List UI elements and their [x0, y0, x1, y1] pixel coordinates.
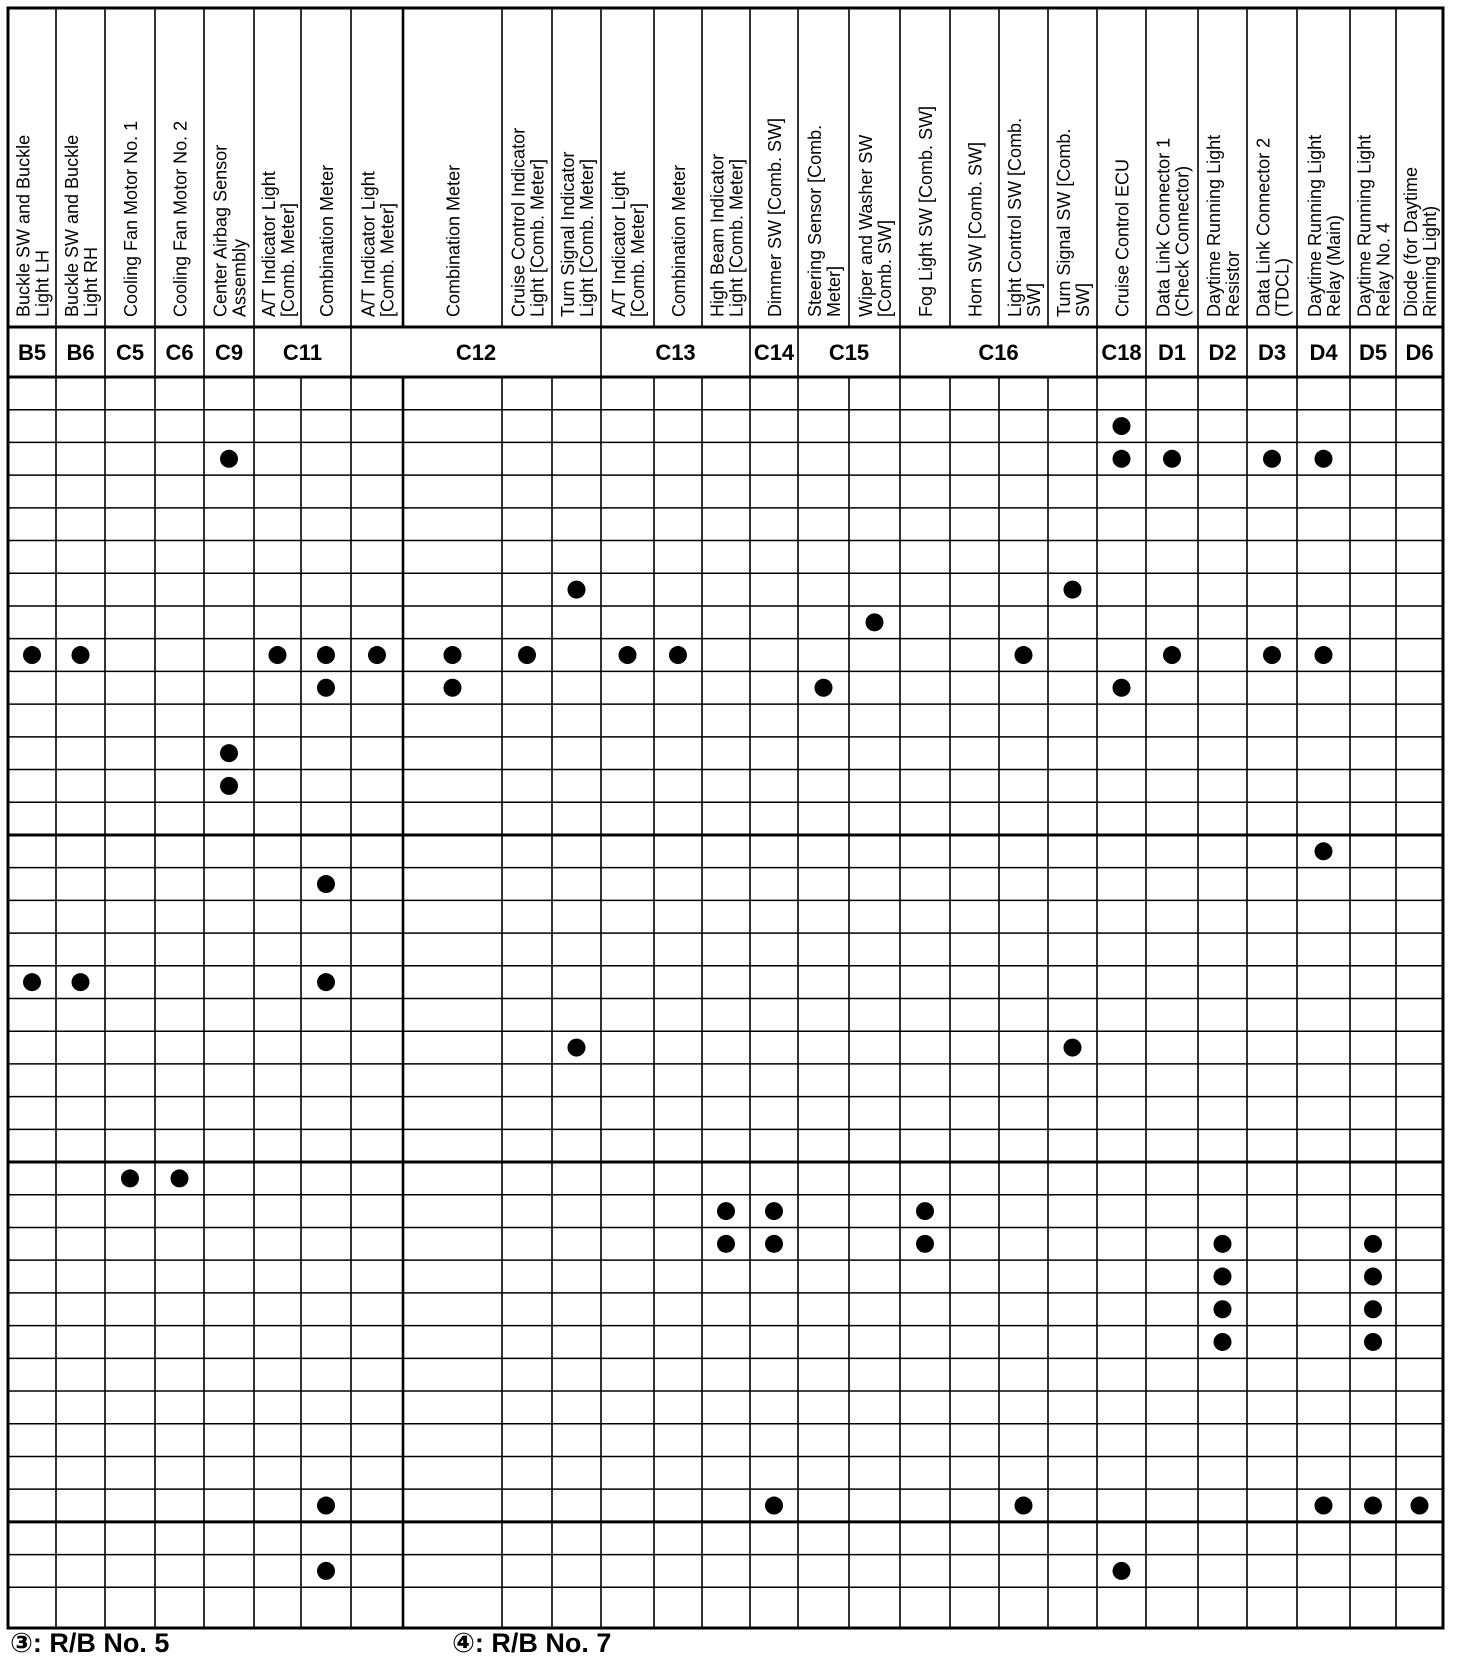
connection-dot — [121, 1169, 139, 1187]
code-d5: D5 — [1358, 340, 1388, 365]
column-header-10: Cruise Control IndicatorLight [Comb. Meter] — [508, 127, 548, 317]
connection-dot — [1315, 450, 1333, 468]
connection-dot — [317, 973, 335, 991]
connection-dot — [815, 679, 833, 697]
column-header-27: Daytime Running LightRelay No. 4 — [1354, 134, 1394, 317]
connection-dot — [220, 450, 238, 468]
connection-dot — [765, 1202, 783, 1220]
connection-dot — [765, 1235, 783, 1253]
connection-dot — [1315, 842, 1333, 860]
connection-dot — [1064, 581, 1082, 599]
connection-dot — [1163, 450, 1181, 468]
connection-dot — [444, 646, 462, 664]
connection-dot — [23, 973, 41, 991]
column-header-2: Buckle SW and BuckleLight RH — [62, 134, 101, 317]
column-header-23: Data Link Connector 1(Check Connector) — [1153, 137, 1193, 317]
footnote-rb7: ④: R/B No. 7 — [452, 1628, 612, 1658]
connection-dot — [269, 646, 287, 664]
connection-dot — [317, 875, 335, 893]
column-header-14: High Beam IndicatorLight [Comb. Meter] — [707, 153, 747, 317]
column-header-4: Cooling Fan Motor No. 2 — [170, 120, 191, 317]
connection-dot — [717, 1235, 735, 1253]
connection-dot — [368, 646, 386, 664]
code-c14: C14 — [753, 340, 795, 365]
column-header-12: A/T Indicator Light[Comb. Meter] — [609, 171, 648, 317]
column-headers — [14, 106, 1441, 317]
column-header-21: Turn Signal SW [Comb.SW] — [1054, 128, 1093, 317]
code-d3: D3 — [1257, 340, 1287, 365]
column-header-28: Diode (for DaytimeRinning Light) — [1401, 166, 1440, 317]
connection-dot — [171, 1169, 189, 1187]
connection-dot — [317, 646, 335, 664]
connection-dot — [1113, 450, 1131, 468]
column-header-3: Cooling Fan Motor No. 1 — [121, 120, 141, 317]
connection-dot — [444, 679, 462, 697]
connection-dot — [220, 777, 238, 795]
code-c18: C18 — [1101, 340, 1142, 365]
column-header-5: Center Airbag SensorAssembly — [210, 144, 250, 317]
column-header-15: Dimmer SW [Comb. SW] — [765, 117, 785, 317]
column-header-22: Cruise Control ECU — [1112, 158, 1133, 317]
connection-dot — [568, 581, 586, 599]
connection-dot — [1214, 1300, 1232, 1318]
column-header-20: Light Control SW [Comb.SW] — [1005, 117, 1044, 317]
connection-dot — [317, 1497, 335, 1515]
column-header-18: Fog Light SW [Comb. SW] — [916, 105, 936, 317]
column-header-1: Buckle SW and BuckleLight LH — [13, 134, 53, 317]
column-header-25: Data Link Connector 2(TDCL) — [1253, 137, 1293, 317]
connection-dot — [1315, 1497, 1333, 1515]
code-d2: D2 — [1208, 340, 1237, 365]
connection-dot — [1064, 1039, 1082, 1057]
connection-dot — [72, 973, 90, 991]
connection-dot — [916, 1202, 934, 1220]
connection-dot — [1214, 1333, 1232, 1351]
connection-dot — [619, 646, 637, 664]
code-c6: C6 — [165, 340, 194, 365]
column-header-9: Combination Meter — [443, 164, 464, 317]
connection-dot — [1113, 417, 1131, 435]
column-header-7: Combination Meter — [317, 164, 337, 317]
connection-dot — [220, 744, 238, 762]
column-header-13: Combination Meter — [669, 164, 689, 317]
code-c9: C9 — [214, 340, 244, 365]
code-d6: D6 — [1405, 340, 1434, 365]
connection-dot — [317, 1562, 335, 1580]
connection-dot — [1113, 679, 1131, 697]
column-header-17: Wiper and Washer SW[Comb. SW] — [856, 134, 895, 317]
connection-dot — [1364, 1300, 1382, 1318]
code-c15: C15 — [828, 340, 870, 365]
connection-dot — [1315, 646, 1333, 664]
connection-dot — [1364, 1497, 1382, 1515]
code-c11: C11 — [282, 340, 323, 365]
connection-dot — [765, 1497, 783, 1515]
connection-dot — [669, 646, 687, 664]
connection-dot — [1214, 1235, 1232, 1253]
connection-dot — [717, 1202, 735, 1220]
connection-dot — [1364, 1333, 1382, 1351]
connection-dot — [1214, 1268, 1232, 1286]
column-header-8: A/T Indicator Light[Comb. Meter] — [358, 171, 398, 317]
connection-dot — [1015, 646, 1033, 664]
code-b5: B5 — [17, 340, 47, 365]
connection-dot — [866, 613, 884, 631]
connection-dot — [1364, 1268, 1382, 1286]
column-header-19: Horn SW [Comb. SW] — [965, 141, 986, 317]
column-header-6: A/T Indicator Light[Comb. Meter] — [259, 171, 298, 317]
connection-dot — [23, 646, 41, 664]
connection-dot — [1015, 1497, 1033, 1515]
connection-dot — [916, 1235, 934, 1253]
code-c13: C13 — [655, 340, 696, 365]
connection-dot — [1163, 646, 1181, 664]
footnote-rb5: ③: R/B No. 5 — [10, 1628, 170, 1658]
code-d1: D1 — [1157, 340, 1187, 365]
connection-dot — [568, 1039, 586, 1057]
connector-code-row — [18, 340, 1434, 365]
connection-dot — [518, 646, 536, 664]
connection-dot — [1364, 1235, 1382, 1253]
connection-dot — [1263, 646, 1281, 664]
connection-dot — [1113, 1562, 1131, 1580]
connection-dot — [1411, 1497, 1429, 1515]
column-header-24: Daytime Running LightResistor — [1204, 134, 1243, 317]
column-header-16: Steering Sensor [Comb.Meter] — [805, 124, 844, 317]
connection-dot — [1263, 450, 1281, 468]
code-d4: D4 — [1309, 340, 1338, 365]
connection-dot — [317, 679, 335, 697]
code-c12: C12 — [455, 340, 497, 365]
column-header-26: Daytime Running LightRelay (Main) — [1305, 134, 1344, 317]
code-c16: C16 — [978, 340, 1019, 365]
connection-dot — [72, 646, 90, 664]
code-b6: B6 — [66, 340, 95, 365]
code-c5: C5 — [115, 340, 145, 365]
column-header-11: Turn Signal IndicatorLight [Comb. Meter] — [558, 151, 597, 317]
